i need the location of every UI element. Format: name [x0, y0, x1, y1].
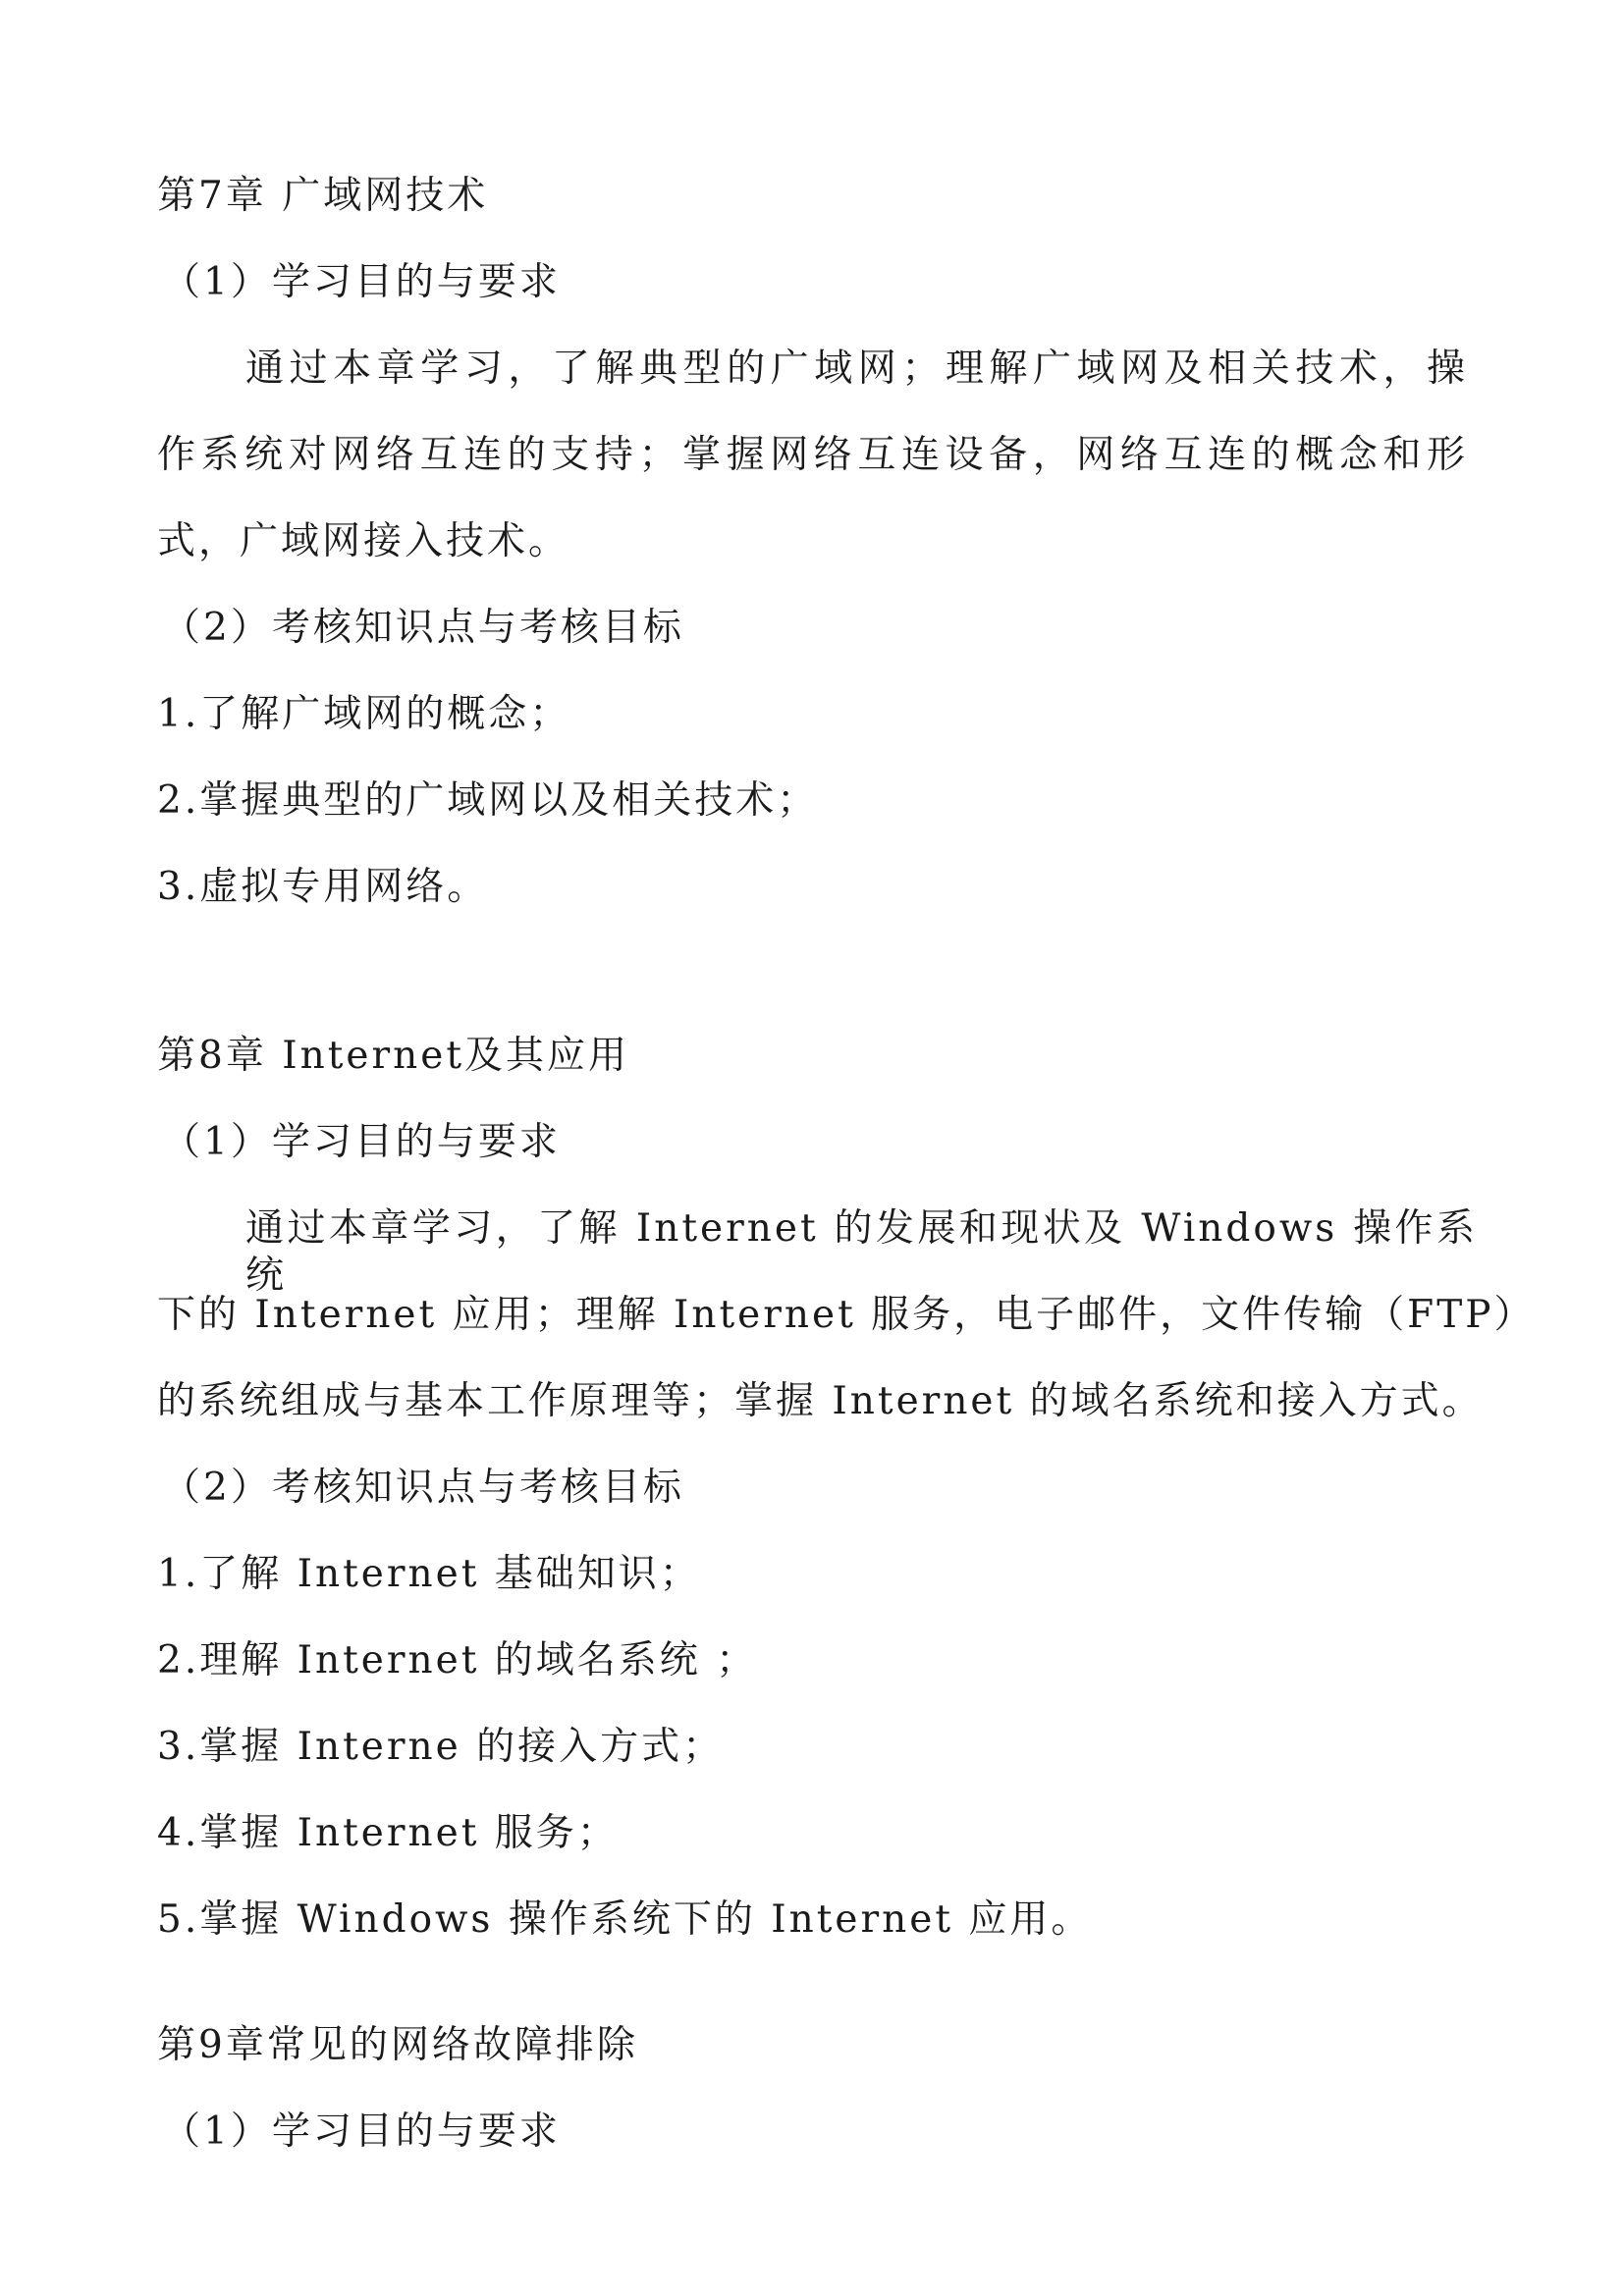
chapter-7-point-1: 1.了解广域网的概念；: [157, 692, 571, 736]
chapter-7-assessment-heading: （2）考核知识点与考核目标: [162, 606, 684, 650]
chapter-7-title: 第7章 广域网技术: [157, 174, 489, 218]
chapter-8-point-4: 4.掌握 Internet 服务；: [157, 1811, 619, 1855]
chapter-8-point-2: 2.理解 Internet 的域名系统 ；: [157, 1638, 758, 1682]
chapter-8-point-1: 1.了解 Internet 基础知识；: [157, 1552, 701, 1596]
chapter-7-objectives-line-2: 作系统对网络互连的支持；掌握网络互连设备，网络互连的概念和形: [157, 433, 1468, 477]
chapter-8-objectives-line-3: 的系统组成与基本工作原理等；掌握 Internet 的域名系统和接入方式。: [157, 1379, 1484, 1423]
chapter-7-point-2: 2.掌握典型的广域网以及相关技术；: [157, 778, 819, 823]
chapter-8-title: 第8章 Internet及其应用: [157, 1034, 629, 1078]
chapter-8-objectives-line-2: 下的 Internet 应用；理解 Internet 服务，电子邮件，文件传输（FTP）: [157, 1293, 1536, 1337]
chapter-9-title: 第9章常见的网络故障排除: [157, 2023, 638, 2067]
chapter-8-point-5: 5.掌握 Windows 操作系统下的 Internet 应用。: [157, 1897, 1093, 1942]
chapter-7-point-3: 3.虚拟专用网络。: [157, 865, 489, 909]
chapter-8-point-3: 3.掌握 Interne 的接入方式；: [157, 1725, 725, 1769]
chapter-8-objectives-heading: （1）学习目的与要求: [162, 1120, 561, 1164]
chapter-8-objectives-line-1: 通过本章学习，了解 Internet 的发展和现状及 Windows 操作系统: [245, 1206, 1478, 1298]
chapter-7-objectives-heading: （1）学习目的与要求: [162, 260, 561, 304]
chapter-7-objectives-line-1: 通过本章学习，了解典型的广域网；理解广域网及相关技术，操: [245, 347, 1468, 391]
chapter-9-objectives-heading: （1）学习目的与要求: [162, 2109, 561, 2154]
chapter-8-assessment-heading: （2）考核知识点与考核目标: [162, 1466, 684, 1510]
chapter-7-objectives-line-3: 式，广域网接入技术。: [157, 519, 570, 563]
